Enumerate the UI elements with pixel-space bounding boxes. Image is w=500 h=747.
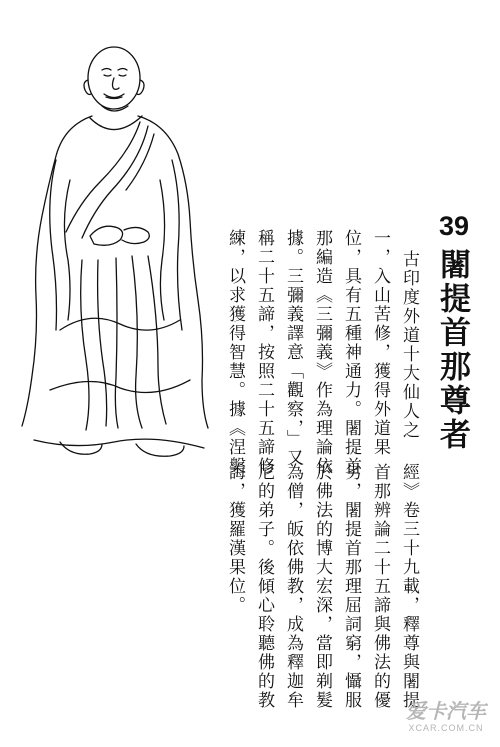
lower-text-column: 尼的弟子。後傾心聆聽佛的教 <box>254 463 274 710</box>
upper-text-column: 據。三彌義譯意「觀察，」又 <box>283 229 303 468</box>
watermark <box>398 702 494 733</box>
upper-text-column: 練，以求獲得智慧。據《涅槃 <box>225 229 245 476</box>
lower-text-column: 劣，闍提首那理屈詞窮，懾服 <box>341 463 361 710</box>
lower-text-column: 為僧，皈依佛教，成為釋迦牟 <box>283 463 303 710</box>
watermark-domain: XCAR.COM.CN <box>408 723 484 733</box>
lower-text-column: 誨，獲羅漢果位。 <box>225 463 245 615</box>
lower-text-column: 經》卷三十九載，釋尊與闍提 <box>399 463 419 710</box>
monk-illustration <box>20 30 220 460</box>
article-title: 闍提首那尊者 <box>434 248 470 452</box>
watermark-logo-text: 爱卡汽车 <box>406 701 486 723</box>
lower-text-column: 於佛法的博大宏深，當即剃髮 <box>312 463 332 710</box>
article-number: 39 <box>438 211 470 241</box>
upper-text-column: 稱二十五諦，按照二十五諦修 <box>254 229 274 476</box>
upper-text-column: 位，具有五種神通力。闍提首 <box>341 229 361 476</box>
upper-text-column: 那編造《三彌義》作為理論依 <box>312 229 332 476</box>
upper-text-column: 古印度外道十大仙人之 <box>399 250 419 440</box>
lower-text-column: 首那辨論二十五諦與佛法的優 <box>370 463 390 710</box>
upper-text-column: 一，入山苦修，獲得外道果 <box>370 229 390 457</box>
